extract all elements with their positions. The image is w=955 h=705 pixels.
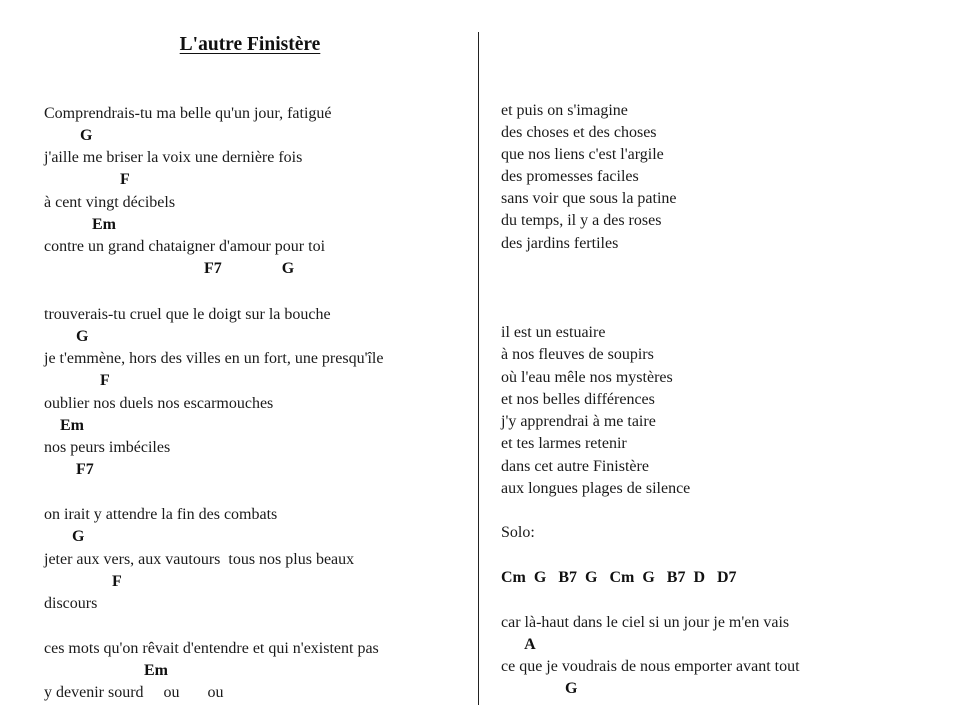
lyric-line: et nos belles différences	[501, 391, 655, 408]
lyric-line: j'y apprendrai à me taire	[501, 413, 656, 430]
song-title: L'autre Finistère	[179, 34, 321, 55]
chord-line: F	[44, 171, 130, 188]
chord-line: Em	[44, 662, 168, 679]
lyric-line: car là-haut dans le ciel si un jour je m'en vais	[501, 614, 790, 631]
chord-line: Cm G B7 G Cm G B7 D D7	[501, 569, 737, 586]
lyric-line: que nos liens c'est l'argile	[501, 146, 664, 163]
lyric-line: des choses et des choses	[501, 124, 657, 141]
lyric-line: contre un grand chataigner d'amour pour toi	[44, 238, 326, 255]
lyric-line: on irait y attendre la fin des combats	[44, 506, 278, 523]
lyric-line: discours	[44, 595, 98, 612]
chord-line: F7 G	[44, 260, 295, 277]
lyric-line: Solo:	[501, 524, 535, 541]
lyric-line: à cent vingt décibels	[44, 194, 176, 211]
chord-line: G	[44, 328, 89, 345]
column-divider	[478, 32, 479, 705]
lyric-line: jeter aux vers, aux vautours tous nos plus beaux	[44, 551, 355, 568]
lyric-line: j'aille me briser la voix une dernière fois	[44, 149, 303, 166]
lyric-line: à nos fleuves de soupirs	[501, 346, 654, 363]
chord-line: F7	[44, 461, 94, 478]
chord-line: A	[501, 636, 536, 653]
lyric-line: où l'eau mêle nos mystères	[501, 369, 673, 386]
lyric-line: du temps, il y a des roses	[501, 212, 662, 229]
lyric-line: oublier nos duels nos escarmouches	[44, 395, 274, 412]
chord-line: Em	[44, 216, 116, 233]
lyric-line: des jardins fertiles	[501, 235, 619, 252]
lyric-line: et puis on s'imagine	[501, 102, 628, 119]
lyric-line: Comprendrais-tu ma belle qu'un jour, fatigué	[44, 105, 332, 122]
lyric-line: ce que je voudrais de nous emporter avant tout	[501, 658, 800, 675]
chord-line: G	[501, 680, 578, 697]
lyric-line: dans cet autre Finistère	[501, 458, 649, 475]
lyric-line: trouverais-tu cruel que le doigt sur la bouche	[44, 306, 331, 323]
lyric-line: et tes larmes retenir	[501, 435, 627, 452]
lyric-line: je t'emmène, hors des villes en un fort, une presqu'île	[44, 350, 384, 367]
chord-line: Em	[44, 417, 84, 434]
lyric-line: il est un estuaire	[501, 324, 606, 341]
chord-line: G	[44, 528, 85, 545]
chord-line: F	[44, 372, 110, 389]
chord-line: G	[44, 127, 93, 144]
lyric-line: ces mots qu'on rêvait d'entendre et qui n'existent pas	[44, 640, 379, 657]
chord-line: F	[44, 573, 122, 590]
lyric-line: nos peurs imbéciles	[44, 439, 171, 456]
lyric-line: des promesses faciles	[501, 168, 639, 185]
lyric-line: sans voir que sous la patine	[501, 190, 677, 207]
lyric-line: aux longues plages de silence	[501, 480, 691, 497]
lyric-line: y devenir sourd ou ou	[44, 684, 224, 701]
